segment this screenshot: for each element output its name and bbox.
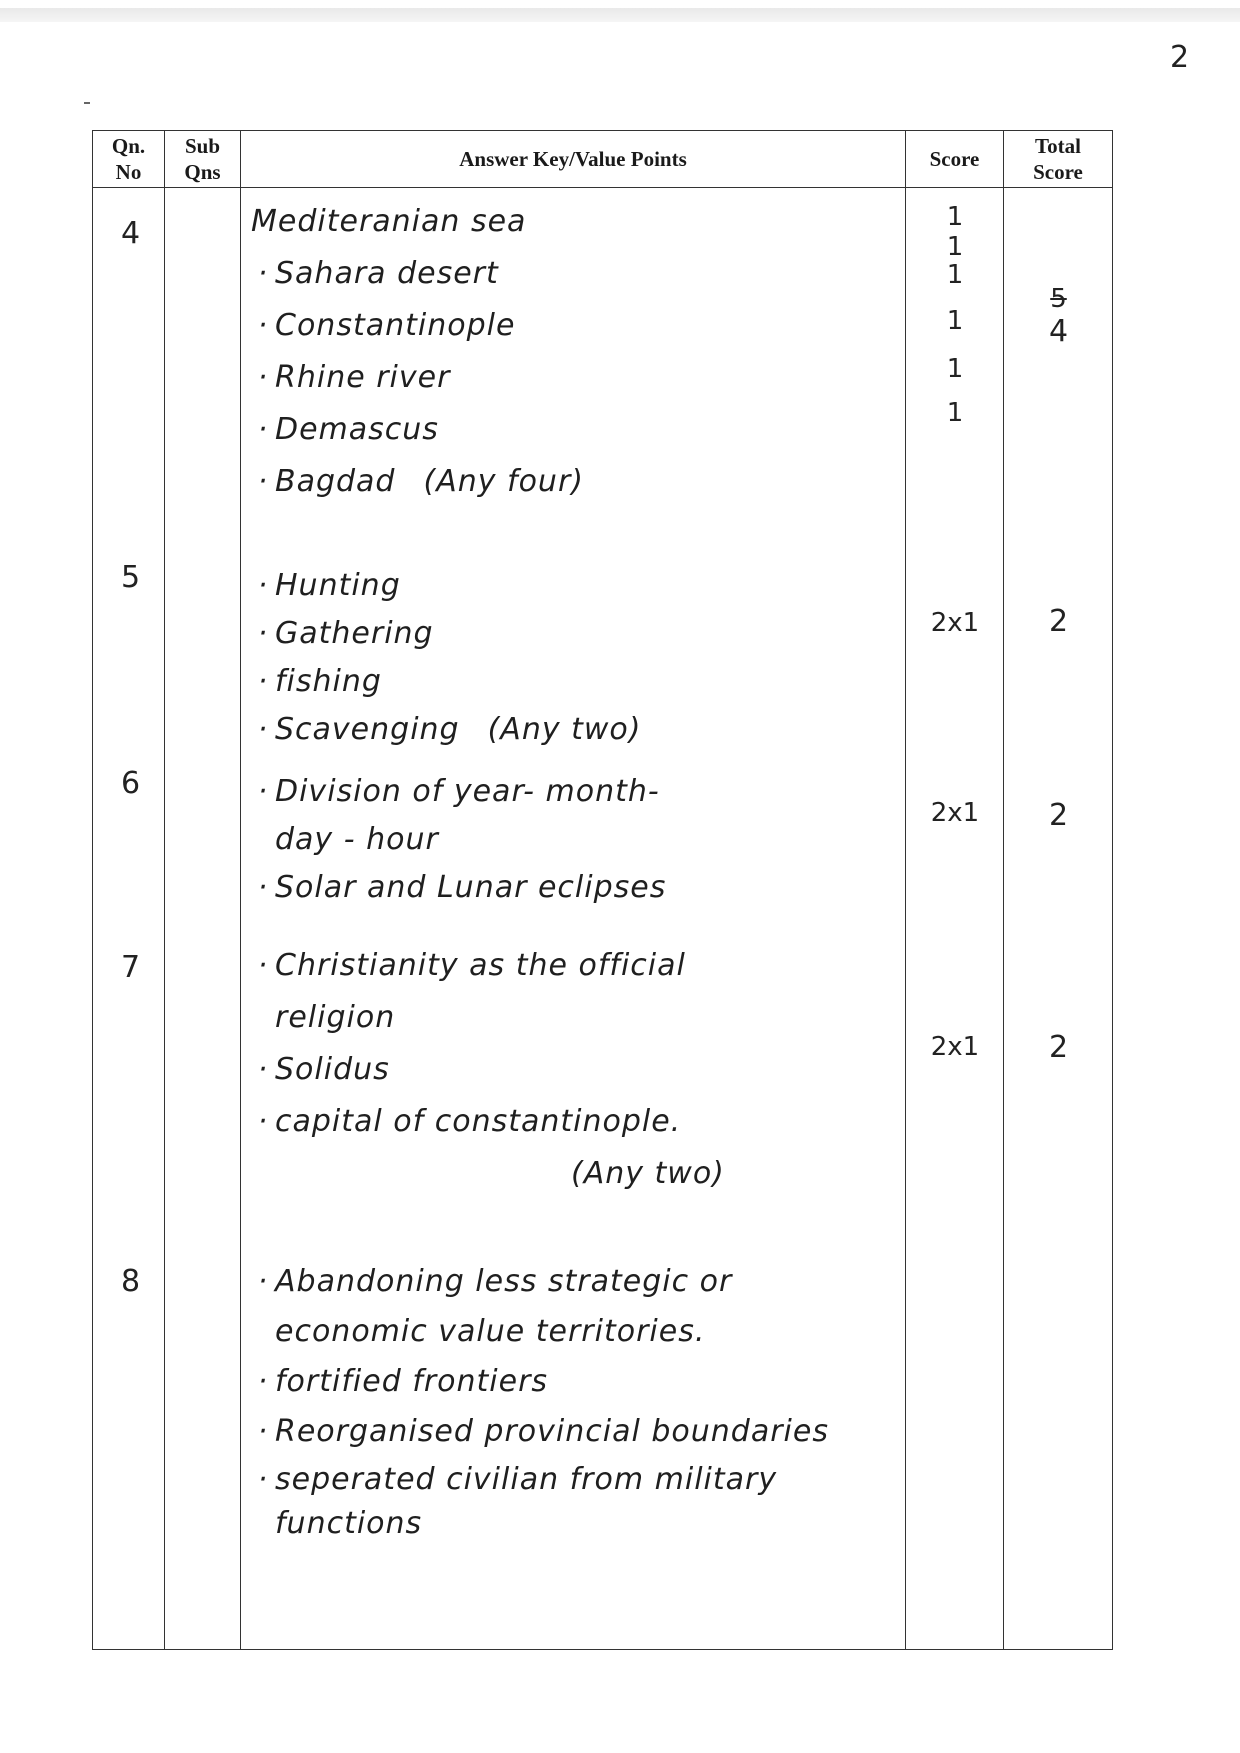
answer-text: Gathering: [275, 616, 434, 651]
score-mark: 1: [946, 306, 964, 336]
answer-line: · Rhine river: [257, 360, 451, 395]
header-sub-qns-line1: Sub: [184, 134, 221, 158]
score-q7: 2x1: [930, 1032, 980, 1062]
score-mark: 1: [946, 260, 964, 290]
header-answer-key: Answer Key/Value Points: [241, 131, 906, 188]
answer-line: · Christianity as the official: [257, 948, 686, 983]
total-score-column: [1004, 188, 1113, 1650]
answer-line: · Demascus: [257, 412, 439, 447]
answer-line: · Scavenging (Any two): [257, 712, 642, 747]
answer-line: · Constantinople: [257, 308, 516, 343]
answer-note: (Any two): [571, 1156, 725, 1191]
answer-line: · fishing: [257, 664, 382, 699]
header-total-score: [1004, 131, 1113, 188]
scan-top-edge: [0, 8, 1240, 22]
answer-text: Rhine river: [275, 360, 451, 395]
header-qn-no-line1: Qn.: [111, 134, 146, 158]
answer-text: economic value territories.: [275, 1314, 706, 1349]
header-total-score-line2: Score: [1033, 160, 1083, 184]
answer-column: [241, 188, 906, 1650]
answer-text: Scavenging: [275, 712, 460, 747]
answer-line: · fortified frontiers: [257, 1364, 549, 1399]
answer-line: · Abandoning less strategic or: [257, 1264, 733, 1299]
answer-text: Christianity as the official: [275, 948, 686, 983]
answer-text: Reorganised provincial boundaries: [275, 1414, 829, 1449]
header-sub-qns-line2: Qns: [184, 160, 221, 184]
answer-text: Bagdad: [275, 464, 396, 499]
answer-line: [251, 1000, 395, 1035]
header-qn-no-line2: No: [115, 160, 142, 184]
qn-column: [93, 188, 165, 1650]
score-mark: 1: [946, 202, 964, 232]
header-sub-qns: [165, 131, 241, 188]
answer-text: Abandoning less strategic or: [275, 1264, 733, 1299]
table-body-row: [93, 188, 1113, 1650]
score-q6: 2x1: [930, 798, 980, 828]
qn-6: 6: [121, 766, 141, 801]
answer-line: · Solidus: [257, 1052, 390, 1087]
score-mark: 1: [946, 232, 964, 262]
answer-text: capital of constantinople.: [275, 1104, 682, 1139]
score-column: [906, 188, 1004, 1650]
stray-mark: [84, 102, 90, 104]
answer-line: · Sahara desert: [257, 256, 499, 291]
answer-line: [251, 1314, 705, 1349]
page-number: 2: [1170, 40, 1190, 75]
answer-line: · Bagdad (Any four): [257, 464, 584, 499]
answer-text: seperated civilian from military: [275, 1462, 778, 1497]
answer-text: Mediteranian sea: [251, 204, 527, 239]
qn-7: 7: [121, 950, 141, 985]
answer-text: Demascus: [275, 412, 439, 447]
answer-text: Solar and Lunar eclipses: [275, 870, 667, 905]
answer-text: Constantinople: [275, 308, 516, 343]
total-q7: 2: [1048, 1030, 1069, 1065]
answer-line: [251, 1506, 422, 1541]
total-q4-struck: 5: [1050, 284, 1067, 314]
answer-line: [251, 204, 526, 239]
answer-line: · Division of year- month-: [257, 774, 660, 809]
answer-line: · Solar and Lunar eclipses: [257, 870, 667, 905]
score-mark: 1: [946, 354, 964, 384]
answer-line: · capital of constantinople.: [257, 1104, 682, 1139]
answer-text: functions: [275, 1506, 423, 1541]
answer-text: Division of year- month-: [275, 774, 660, 809]
answer-line: · Gathering: [257, 616, 434, 651]
answer-line: · Hunting: [257, 568, 401, 603]
header-qn-no: [93, 131, 165, 188]
answer-text: Sahara desert: [275, 256, 499, 291]
answer-line: · Reorganised provincial boundaries: [257, 1414, 829, 1449]
answer-note: (Any four): [423, 464, 584, 499]
total-q6: 2: [1048, 798, 1069, 833]
header-score: Score: [906, 131, 1004, 188]
answer-text: day - hour: [275, 822, 439, 857]
answer-text: fishing: [275, 664, 382, 699]
answer-note-line: [571, 1156, 725, 1191]
answer-text: Solidus: [275, 1052, 390, 1087]
answer-text: Hunting: [275, 568, 401, 603]
answer-text: fortified frontiers: [275, 1364, 549, 1399]
score-mark: 1: [946, 398, 964, 428]
table-header-row: [93, 131, 1113, 188]
answer-line: [251, 822, 439, 857]
header-total-score-line1: Total: [1035, 134, 1081, 158]
total-q5: 2: [1048, 604, 1069, 639]
total-q4: 4: [1048, 314, 1069, 349]
qn-4: 4: [121, 216, 141, 251]
answer-text: religion: [275, 1000, 396, 1035]
answer-key-table: [92, 130, 1113, 1650]
sub-qns-column: [165, 188, 241, 1650]
qn-8: 8: [121, 1264, 141, 1299]
answer-line: · seperated civilian from military: [257, 1462, 778, 1497]
score-q5: 2x1: [930, 608, 980, 638]
qn-5: 5: [121, 560, 141, 595]
answer-note: (Any two): [487, 712, 642, 747]
